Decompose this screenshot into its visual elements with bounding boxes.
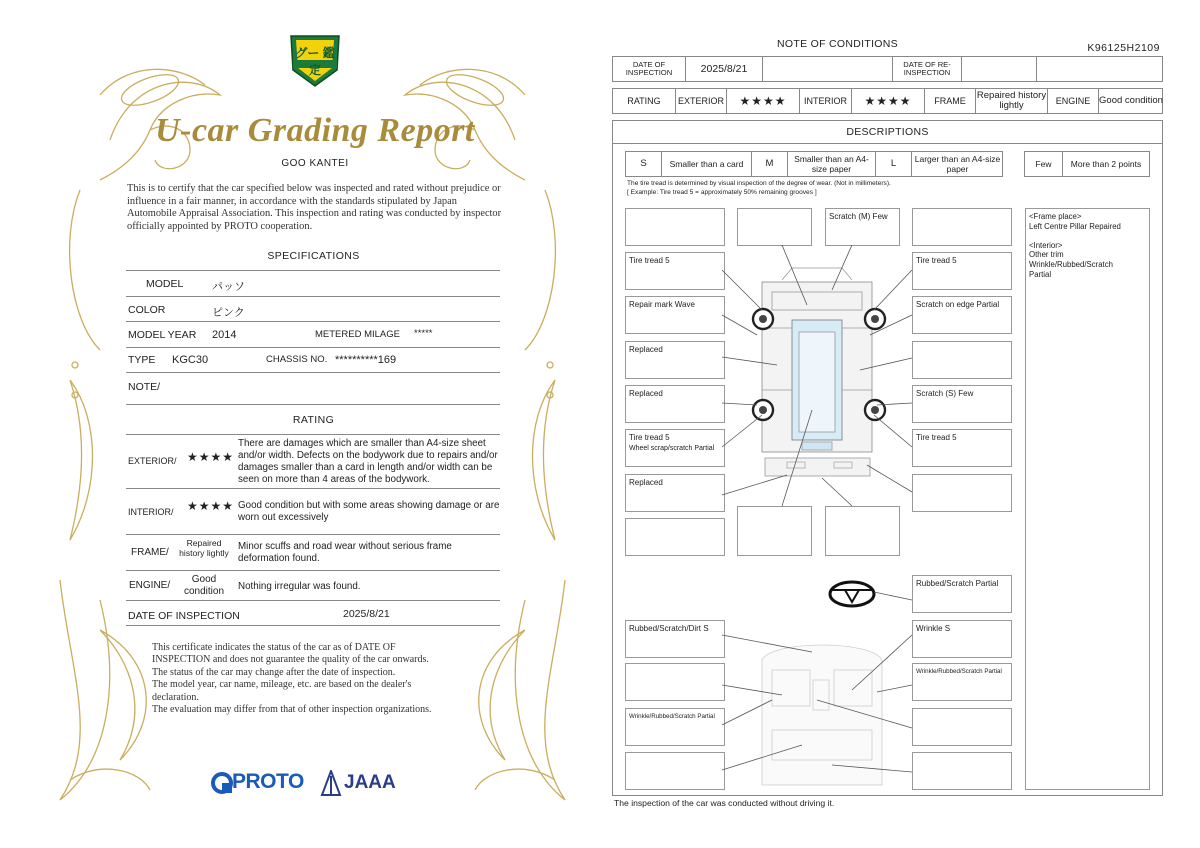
exterior-stars: ★★★★ (727, 89, 800, 113)
sheet-title: NOTE OF CONDITIONS (777, 38, 898, 50)
date-of-inspection-label: DATE OF INSPECTION (613, 57, 686, 81)
legend-s-desc: Smaller than a card (662, 152, 752, 176)
interior-stars: ★★★★ (852, 89, 925, 113)
exterior-label: EXTERIOR (676, 89, 727, 113)
description-box: Wrinkle/Rubbed/Scratch Partial (625, 708, 725, 746)
description-box: Wrinkle/Rubbed/Scratch Partial (912, 663, 1012, 701)
legend-few: Few (1025, 152, 1063, 176)
description-box: Scratch (M) Few (825, 208, 900, 246)
color-value: ピンク (212, 307, 245, 319)
proto-logo: PROTO (232, 770, 304, 793)
date-of-inspection-label: DATE OF INSPECTION (128, 610, 240, 622)
description-box: Replaced (625, 474, 725, 512)
legend-m-desc: Smaller than an A4-size paper (788, 152, 876, 176)
description-box: Scratch (S) Few (912, 385, 1012, 423)
badge-text: グー 鑑定 (295, 46, 335, 77)
size-legend (625, 151, 1003, 177)
notes-box: <Frame place> Left Centre Pillar Repaired <Interior> Other trim Wrinkle/Rubbed/Scratch Partial (1025, 208, 1150, 790)
legend-s: S (626, 152, 662, 176)
engine-value: Good condition (1099, 95, 1163, 106)
certificate-title: U-car Grading Report (155, 112, 475, 149)
rating-label: RATING (613, 89, 676, 113)
tread-note: The tire tread is determined by visual inspection of the degree of wear. (Not in millimeters). [ Example: Tire tread 5 = approximately 50% remaining grooves ] (627, 180, 891, 196)
interior-stars: ★★★★ (187, 499, 235, 513)
type-label: TYPE (128, 354, 156, 366)
jaaa-logo: JAAA (344, 772, 396, 793)
exterior-label: EXTERIOR/ (128, 456, 177, 466)
interior-description: Good condition but with some areas showing damage or are worn out excessively (238, 500, 500, 523)
certificate-footer: This certificate indicates the status of the car as of DATE OF INSPECTION and does not guarantee the quality of the car onwards. The status of the car may change after the date of inspection. The model year, car name, mileage, etc. are based on the dealer's declaration. The evaluation may differ from that of other inspection organizations. (152, 642, 432, 716)
reinspection-label: DATE OF RE-INSPECTION (893, 57, 962, 81)
frame-label: FRAME/ (131, 547, 169, 558)
model-value: パッソ (212, 281, 245, 293)
logos (210, 768, 430, 798)
frame-label: FRAME (925, 89, 976, 113)
reinspection-value (962, 57, 1037, 81)
frame-description: Minor scuffs and road wear without serious frame deformation found. (238, 541, 452, 564)
interior-label: INTERIOR/ (128, 507, 174, 517)
chassis-label: CHASSIS NO. (266, 354, 328, 365)
description-box: Replaced (625, 385, 725, 423)
description-box: Tire tread 5 (912, 429, 1012, 467)
specifications-heading: SPECIFICATIONS (267, 250, 360, 262)
exterior-description: There are damages which are smaller than A4-size sheet and/or width. Defects on the bodywork due to repairs and/or damages smaller than a card in length and/or width can be seen on more than 4 areas of the bodywork. (238, 438, 498, 485)
engine-value: Good condition (183, 574, 225, 597)
interior-label: INTERIOR (800, 89, 852, 113)
rating-row (612, 88, 1163, 114)
description-box: Rubbed/Scratch/Dirt S (625, 620, 725, 658)
description-box: Replaced (625, 341, 725, 379)
description-box: Tire tread 5 Wheel scrap/scratch Partial (625, 429, 725, 467)
inspection-note: The inspection of the car was conducted without driving it. (614, 798, 835, 808)
description-box: Repair mark Wave (625, 296, 725, 334)
jaaa-logo-icon (320, 770, 342, 796)
legend-few-desc: More than 2 points (1070, 159, 1142, 169)
model-label: MODEL (146, 278, 184, 290)
model-year-value: 2014 (212, 329, 237, 341)
frame-value: Repaired history lightly (179, 538, 229, 558)
description-box: Scratch on edge Partial (912, 296, 1012, 334)
note-label: NOTE/ (128, 381, 161, 393)
model-year-label: MODEL YEAR (128, 329, 197, 341)
descriptions-heading: DESCRIPTIONS (613, 121, 1162, 144)
chassis-value: **********169 (335, 354, 397, 366)
sheet-id: K96125H2109 (1087, 42, 1160, 54)
car-diagram (612, 240, 1022, 800)
exterior-stars: ★★★★ (187, 450, 235, 464)
rating-heading: RATING (292, 414, 335, 426)
color-label: COLOR (128, 304, 166, 316)
grading-certificate (40, 20, 585, 810)
description-box: Tire tread 5 (912, 252, 1012, 290)
date-row (612, 56, 1163, 82)
type-value: KGC30 (172, 354, 209, 366)
certificate-subtitle: GOO KANTEI (281, 158, 349, 169)
date-of-inspection-value: 2025/8/21 (343, 608, 390, 620)
frame-value: Repaired history lightly (976, 90, 1047, 111)
few-legend (1024, 151, 1150, 177)
engine-label: ENGINE/ (129, 580, 171, 591)
certificate-intro: This is to certify that the car specified below was inspected and rated without prejudice or influence in a fair manner, in accordance with the standards stipulated by Japan Automobile Appraisal Association. This inspection and rating was conducted by inspector officially appointed by PROTO cooperation. (127, 183, 502, 232)
engine-label: ENGINE (1048, 89, 1099, 113)
description-box: Rubbed/Scratch Partial (912, 575, 1012, 613)
legend-l-desc: Larger than an A4-size paper (914, 154, 1001, 174)
date-of-inspection-value: 2025/8/21 (686, 57, 763, 81)
description-box: Tire tread 5 (625, 252, 725, 290)
engine-description: Nothing irregular was found. (238, 581, 361, 592)
description-box: Wrinkle S (912, 620, 1012, 658)
legend-l: L (876, 152, 912, 176)
metered-mileage-label: METERED MILAGE (315, 329, 400, 340)
legend-m: M (752, 152, 788, 176)
metered-mileage-value: ***** (414, 328, 433, 339)
